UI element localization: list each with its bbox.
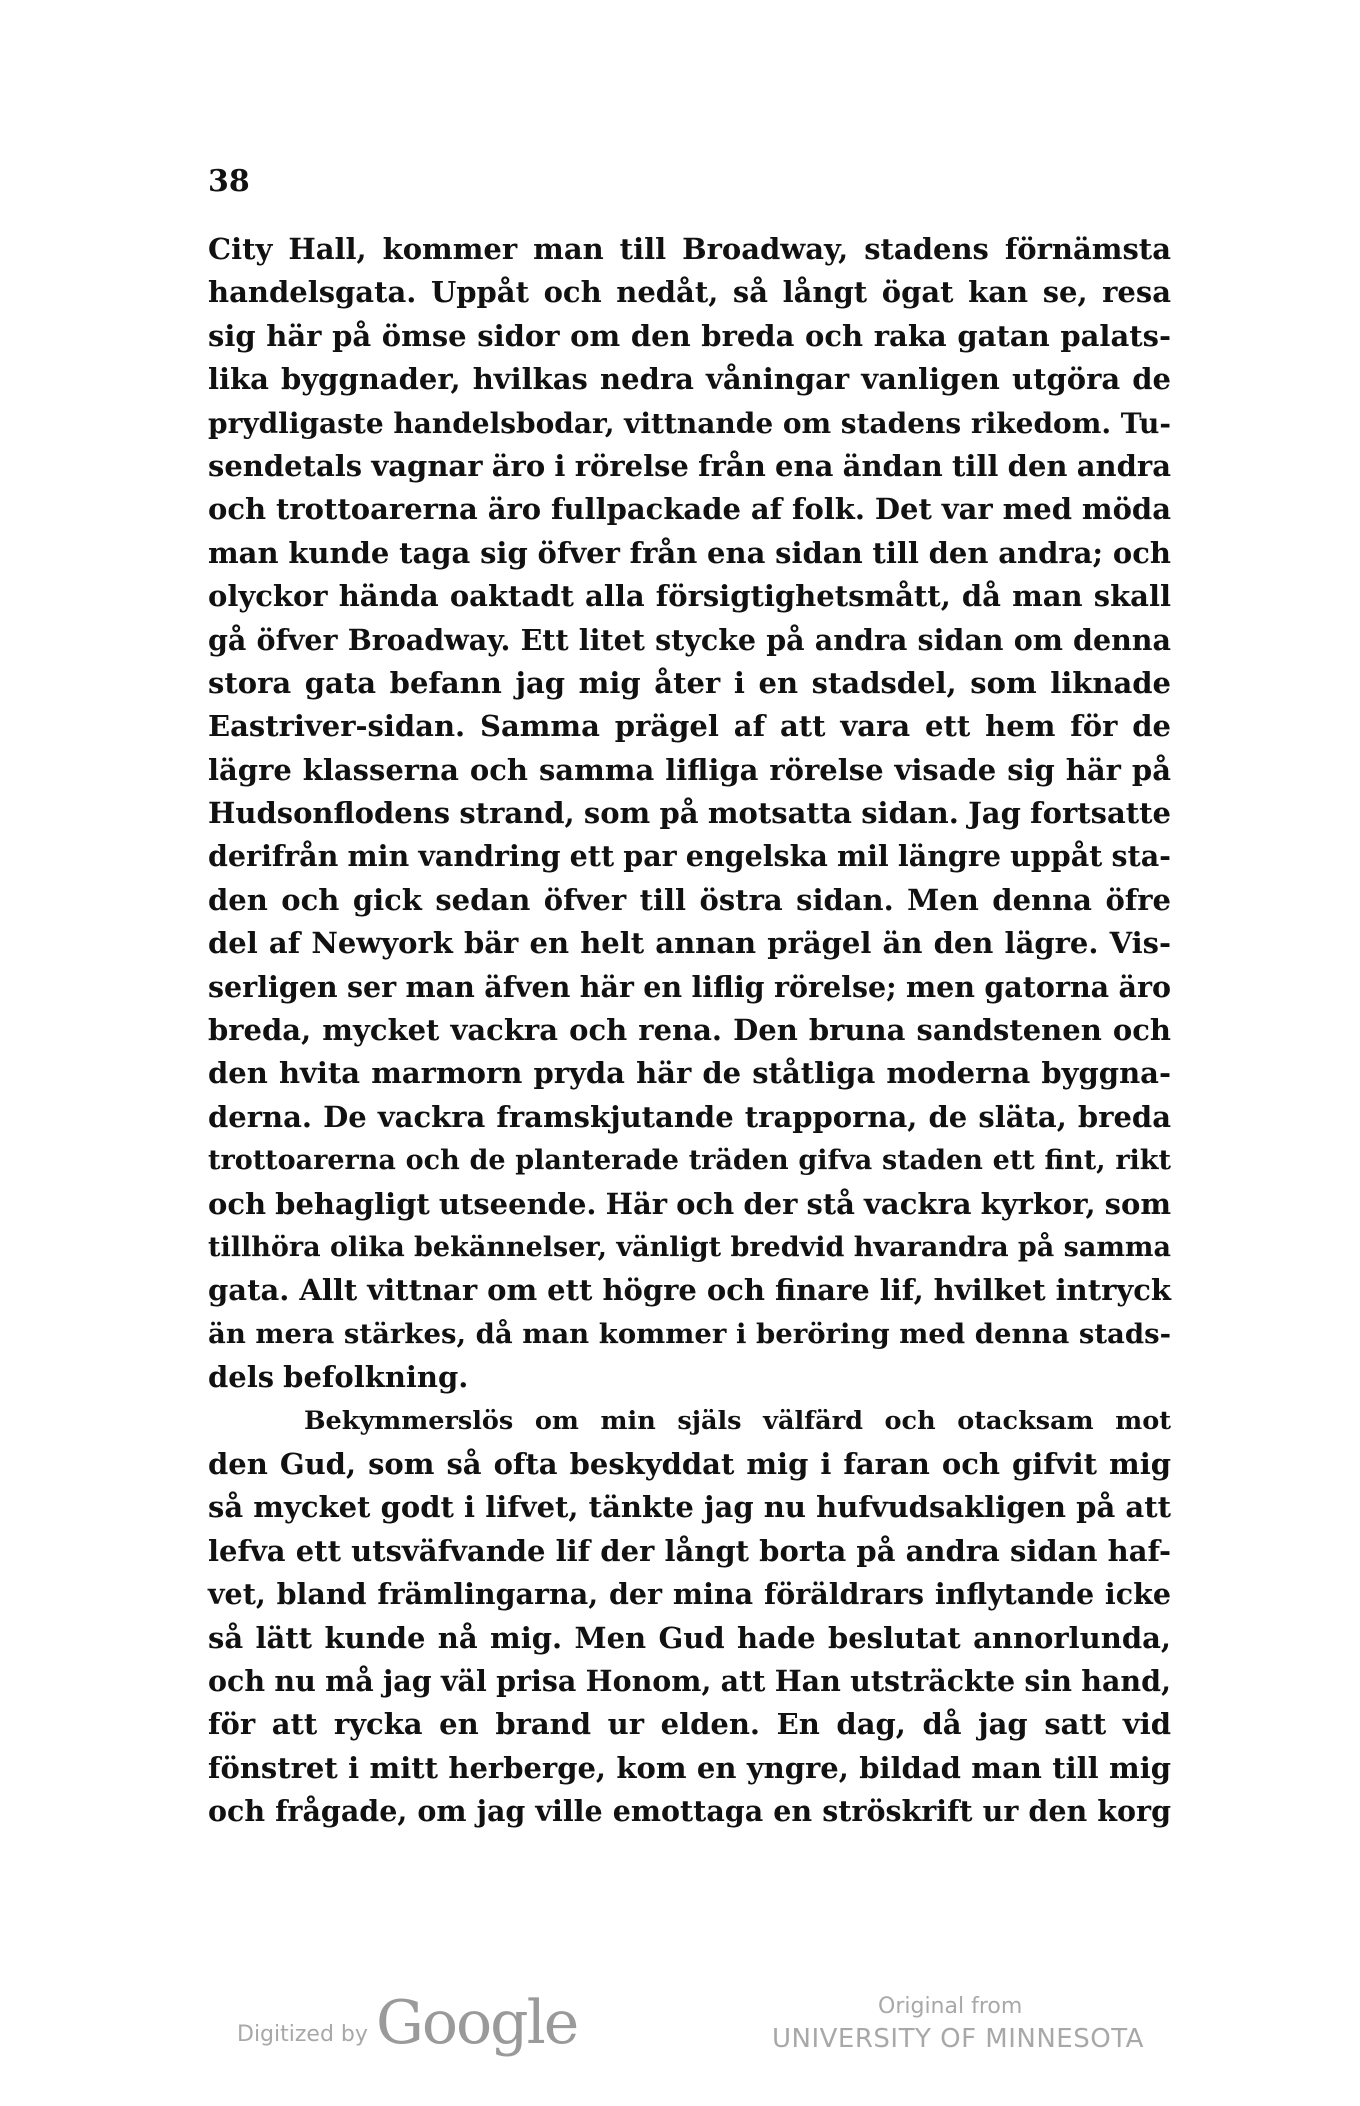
- text-line-paragraph-start: Bekymmerslös om min själs välfärd och otacksam mot: [304, 1405, 1171, 1436]
- text-line: så mycket godt i lifvet, tänkte jag nu hufvudsakligen på att: [208, 1490, 1171, 1525]
- text-line: stora gata befann jag mig åter i en stadsdel, som liknade: [208, 665, 1171, 700]
- digitized-by-label: Digitized by: [237, 2022, 368, 2047]
- text-line: City Hall, kommer man till Broadway, stadens förnämsta: [208, 232, 1171, 266]
- text-line: vet, bland främlingarna, der mina föräldrars inflytande icke: [208, 1577, 1171, 1612]
- text-line: fönstret i mitt herberge, kom en yngre, bildad man till mig: [208, 1750, 1171, 1785]
- text-line: sendetals vagnar äro i rörelse från ena ändan till den andra: [208, 448, 1171, 483]
- digitization-footer: [0, 1990, 1360, 2080]
- text-line: den hvita marmorn pryda här de ståtliga moderna byggna-: [208, 1056, 1171, 1091]
- text-line-paragraph-end: dels befolkning.: [208, 1360, 469, 1395]
- text-line: man kunde taga sig öfver från ena sidan till den andra; och: [208, 535, 1171, 570]
- google-logo: Google: [376, 1988, 578, 2058]
- page-number: 38: [208, 164, 250, 199]
- text-line: sig här på ömse sidor om den breda och raka gatan palats-: [208, 318, 1171, 353]
- text-line: för att rycka en brand ur elden. En dag, då jag satt vid: [208, 1707, 1171, 1742]
- text-line: del af Newyork bär en helt annan prägel än den lägre. Vis-: [208, 926, 1171, 961]
- text-line: trottoarerna och de planterade träden gifva staden ett fint, rikt: [208, 1145, 1171, 1177]
- text-line: så lätt kunde nå mig. Men Gud hade beslutat annorlunda,: [208, 1620, 1171, 1655]
- text-line: och nu må jag väl prisa Honom, att Han utsträckte sin hand,: [208, 1663, 1171, 1698]
- text-line: lägre klasserna och samma lifliga rörelse visade sig här på: [208, 752, 1171, 787]
- text-line: lika byggnader, hvilkas nedra våningar vanligen utgöra de: [208, 362, 1171, 397]
- text-line: lefva ett utsväfvande lif der långt borta på andra sidan haf-: [208, 1533, 1171, 1568]
- text-line: och trottoarerna äro fullpackade af folk. Det var med möda: [208, 492, 1171, 527]
- text-line: Hudsonflodens strand, som på motsatta sidan. Jag fortsatte: [208, 796, 1171, 831]
- text-line: tillhöra olika bekännelser, vänligt bredvid hvarandra på samma: [208, 1231, 1171, 1263]
- text-line: derifrån min vandring ett par engelska mil längre uppåt sta-: [208, 839, 1171, 874]
- body-text: [208, 228, 1171, 1833]
- text-line: serligen ser man äfven här en liflig rörelse; men gatorna äro: [208, 969, 1171, 1004]
- text-line: och frågade, om jag ville emottaga en ströskrift ur den korg: [208, 1794, 1171, 1829]
- text-line: prydligaste handelsbodar, vittnande om stadens rikedom. Tu-: [208, 406, 1171, 440]
- text-line: gå öfver Broadway. Ett litet stycke på andra sidan om denna: [208, 622, 1171, 657]
- text-line: breda, mycket vackra och rena. Den bruna sandstenen och: [208, 1013, 1171, 1048]
- text-line: derna. De vackra framskjutande trapporna, de släta, breda: [208, 1099, 1171, 1134]
- text-line: handelsgata. Uppåt och nedåt, så långt ögat kan se, resa: [208, 275, 1171, 310]
- university-label: UNIVERSITY OF MINNESOTA: [772, 2024, 1144, 2054]
- original-from-label: Original from: [878, 1994, 1023, 2019]
- text-line: olyckor hända oaktadt alla försigtighetsmått, då man skall: [208, 579, 1171, 614]
- text-line: den och gick sedan öfver till östra sidan. Men denna öfre: [208, 882, 1171, 917]
- text-line: och behagligt utseende. Här och der stå vackra kyrkor, som: [208, 1186, 1171, 1221]
- text-line: gata. Allt vittnar om ett högre och finare lif, hvilket intryck: [208, 1273, 1171, 1308]
- text-line: den Gud, som så ofta beskyddat mig i faran och gifvit mig: [208, 1446, 1171, 1481]
- text-line: än mera stärkes, då man kommer i beröring med denna stads-: [208, 1317, 1171, 1350]
- text-line: Eastriver-sidan. Samma prägel af att vara ett hem för de: [208, 709, 1171, 744]
